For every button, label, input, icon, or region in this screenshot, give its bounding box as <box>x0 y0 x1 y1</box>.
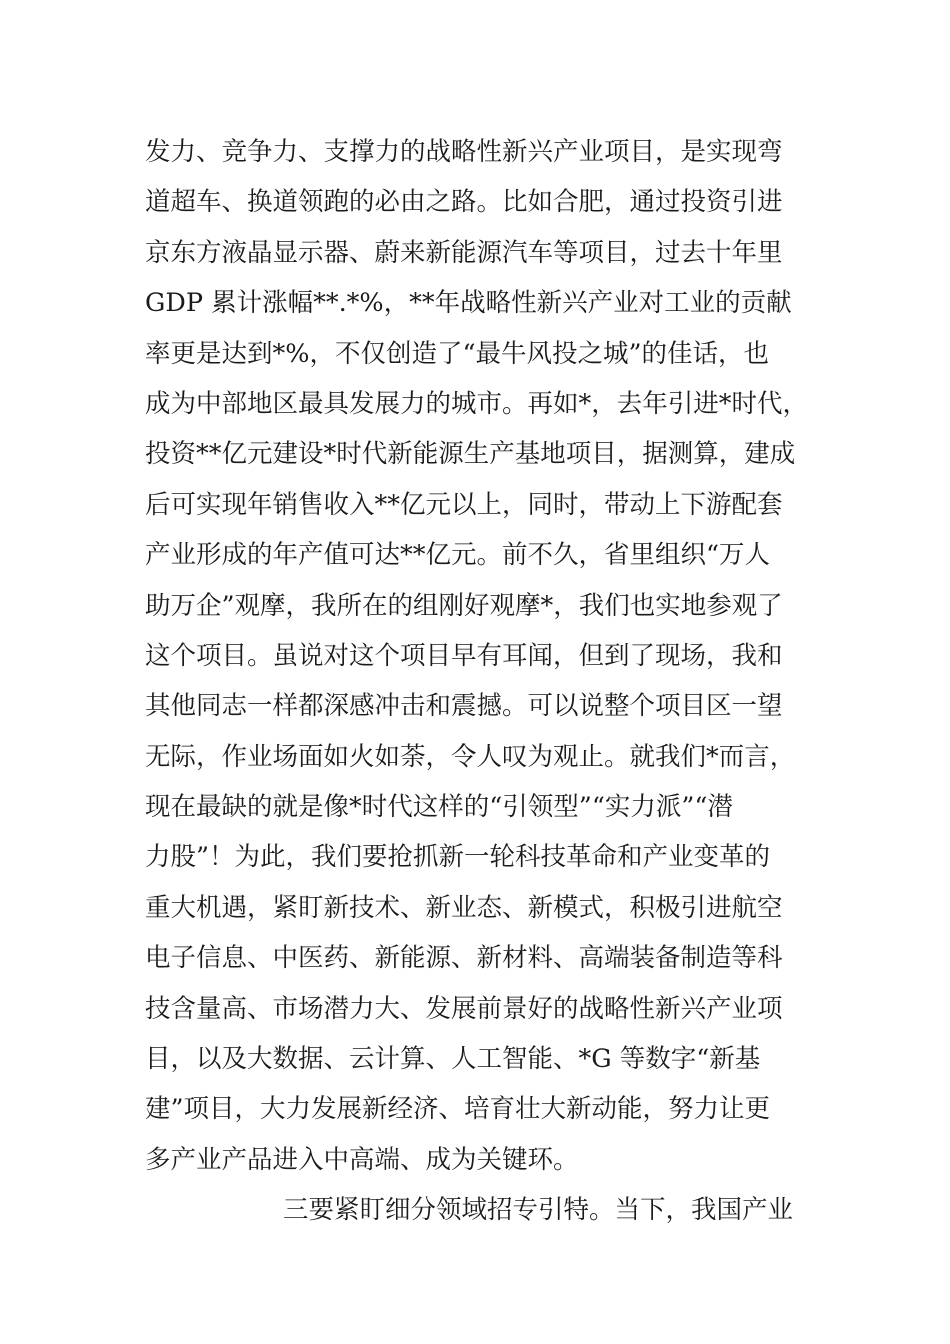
text-line: 后可实现年销售收入**亿元以上，同时，带动上下游配套 <box>145 489 783 520</box>
text-line: 重大机遇，紧盯新技术、新业态、新模式，积极引进航空 <box>145 892 783 923</box>
paragraph-start-line: 三要紧盯细分领域招专引特。当下，我国产业 <box>283 1195 794 1226</box>
text-line: 这个项目。虽说对这个项目早有耳闻，但到了现场，我和 <box>145 640 783 671</box>
text-line: 其他同志一样都深感冲击和震撼。可以说整个项目区一望 <box>145 691 783 722</box>
text-line: 多产业产品进入中高端、成为关键环。 <box>145 1144 579 1175</box>
text-line: 京东方液晶显示器、蔚来新能源汽车等项目，过去十年里 <box>145 237 783 268</box>
text-line: 产业形成的年产值可达**亿元。前不久，省里组织“万人 <box>145 540 771 571</box>
text-line: 率更是达到*%，不仅创造了“最牛风投之城”的佳话，也 <box>145 338 770 369</box>
text-line: 道超车、换道领跑的必由之路。比如合肥，通过投资引进 <box>145 187 783 218</box>
text-line: GDP 累计涨幅**.*%，**年战略性新兴产业对工业的贡献 <box>145 288 792 319</box>
text-line: 建”项目，大力发展新经济、培育壮大新动能，努力让更 <box>145 1094 771 1125</box>
text-line: 助万企”观摩，我所在的组刚好观摩*，我们也实地参观了 <box>145 590 783 621</box>
document-body <box>145 127 810 1236</box>
text-line: 技含量高、市场潜力大、发展前景好的战略性新兴产业项 <box>145 993 783 1024</box>
text-line: 现在最缺的就是像*时代这样的“引领型”“实力派”“潜 <box>145 792 733 823</box>
text-line: 无际，作业场面如火如荼，令人叹为观止。就我们*而言， <box>145 741 796 772</box>
text-line: 发力、竞争力、支撑力的战略性新兴产业项目，是实现弯 <box>145 137 783 167</box>
text-line: 投资**亿元建设*时代新能源生产基地项目，据测算，建成 <box>145 439 796 470</box>
text-line: 力股”！为此，我们要抢抓新一轮科技革命和产业变革的 <box>145 842 771 873</box>
text-line: 电子信息、中医药、新能源、新材料、高端装备制造等科 <box>145 943 783 974</box>
text-line: 目，以及大数据、云计算、人工智能、*G 等数字“新基 <box>145 1044 761 1075</box>
text-line: 成为中部地区最具发展力的城市。再如*，去年引进*时代， <box>145 388 809 419</box>
